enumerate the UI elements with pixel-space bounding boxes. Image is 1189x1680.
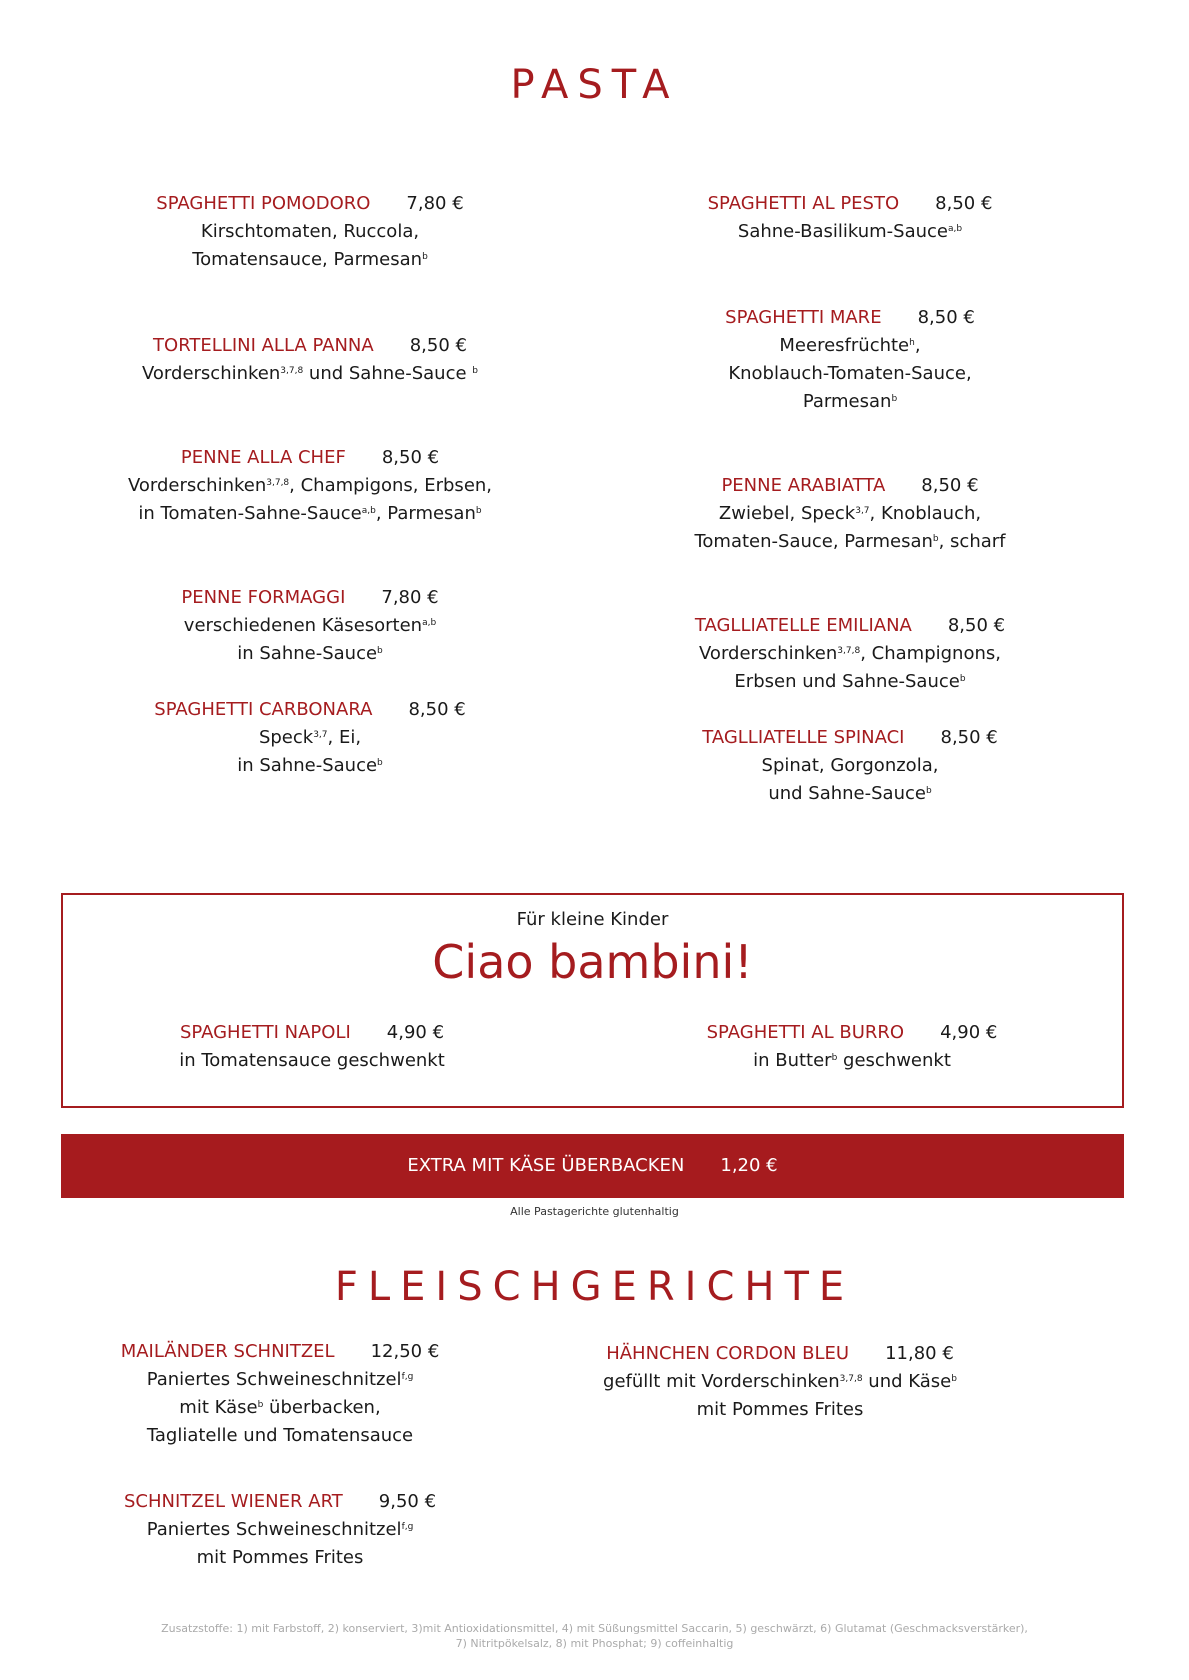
dish-description-line [660, 752, 1040, 780]
allergen-code: 3,7 [313, 730, 328, 740]
dish-description-line [120, 218, 500, 246]
dish-taglliatelle-emiliana [660, 612, 1040, 696]
dish-header [120, 190, 500, 218]
dish-name: SPAGHETTI CARBONARA [154, 699, 373, 720]
dish-header [100, 444, 520, 472]
description-text: Tomaten-Sauce, Parmesan [694, 531, 933, 552]
dish-description-line [90, 1516, 470, 1544]
dish-header [660, 190, 1040, 218]
description-text: mit Pommes Frites [196, 1547, 364, 1568]
description-text: und Sahne-Sauce [303, 363, 473, 384]
description-text: Tagliatelle und Tomatensauce [146, 1425, 414, 1446]
additives-footer [100, 1621, 1089, 1651]
extra-cheese-bar [61, 1134, 1124, 1198]
description-text: Vorderschinken [142, 363, 281, 384]
description-text: , scharf [938, 531, 1006, 552]
allergen-code: b [831, 1053, 838, 1063]
description-text: mit Käse [179, 1397, 258, 1418]
dish-description-line [90, 1366, 470, 1394]
dish-name: SCHNITZEL WIENER ART [123, 1491, 343, 1512]
dish-price: 9,50 € [378, 1491, 437, 1512]
dish-description-line [660, 640, 1040, 668]
dish-description-line [660, 528, 1040, 556]
dish-name: TAGLLIATELLE SPINACI [702, 727, 905, 748]
description-text: in Tomaten-Sahne-Sauce [138, 503, 362, 524]
dish-price: 8,50 € [409, 335, 467, 356]
dish-price: 8,50 € [921, 475, 979, 496]
dish-description-line [570, 1368, 990, 1396]
dish-header [120, 332, 500, 360]
description-text: Paniertes Schweineschnitzel [146, 1369, 402, 1390]
allergen-code: f,g [401, 1522, 414, 1532]
dish-header [660, 304, 1040, 332]
allergen-code: b [951, 1374, 957, 1384]
description-text: , Parmesan [375, 503, 476, 524]
dish-description-line [100, 500, 520, 528]
dish-price: 12,50 € [370, 1341, 440, 1362]
description-text: Vorderschinken [127, 475, 267, 496]
description-text: , Champigons, Erbsen, [289, 475, 493, 496]
dish-price: 7,80 € [406, 193, 464, 214]
description-text: Vorderschinken [699, 643, 838, 664]
description-text: Spinat, Gorgonzola, [761, 755, 939, 776]
description-text: Zwiebel, Speck [718, 503, 856, 524]
dish-description-line [660, 388, 1040, 416]
dish-header [660, 472, 1040, 500]
description-text: Sahne-Basilikum-Sauce [737, 221, 948, 242]
kids-subtitle: Für kleine Kinder [516, 909, 669, 930]
dish-price: 8,50 € [940, 727, 998, 748]
description-text: in Sahne-Sauce [237, 643, 378, 664]
dish-price: 8,50 € [917, 307, 975, 328]
allergen-code: b [959, 674, 966, 684]
gluten-note: Alle Pastagerichte glutenhaltig [510, 1205, 679, 1218]
allergen-code: 3,7,8 [266, 478, 290, 488]
description-text: , Champignons, [860, 643, 1001, 664]
dish-spaghetti-al-burro [662, 1019, 1042, 1075]
dish-description-line [120, 724, 500, 752]
dish-description-line [660, 668, 1040, 696]
dish-schnitzel-wiener-art [90, 1488, 470, 1572]
allergen-code: a,b [422, 618, 437, 628]
allergen-code: b [377, 646, 383, 656]
dish-name: HÄHNCHEN CORDON BLEU [606, 1343, 850, 1364]
dish-mailaender-schnitzel [90, 1338, 470, 1450]
dish-header [120, 696, 500, 724]
allergen-code: h [909, 338, 915, 348]
description-text: überbacken, [263, 1397, 381, 1418]
description-text: Kirschtomaten, Ruccola, [200, 221, 420, 242]
dish-price: 7,80 € [381, 587, 439, 608]
dish-name: MAILÄNDER SCHNITZEL [120, 1341, 335, 1362]
dish-price: 11,80 € [885, 1343, 954, 1364]
dish-name: PENNE ARABIATTA [721, 475, 886, 496]
dish-header [90, 1338, 470, 1366]
dish-penne-formaggi [120, 584, 500, 668]
dish-description-line [660, 332, 1040, 360]
dish-spaghetti-pomodoro [120, 190, 500, 274]
additives-line-2: 7) Nitritpökelsalz, 8) mit Phosphat; 9) coffeinhaltig [455, 1637, 734, 1650]
dish-name: SPAGHETTI AL PESTO [707, 193, 900, 214]
dish-header [122, 1019, 502, 1047]
dish-description-line [90, 1394, 470, 1422]
dish-description-line [120, 246, 500, 274]
allergen-code: b [422, 252, 428, 262]
extra-price: 1,20 € [720, 1155, 778, 1176]
allergen-code: f,g [401, 1372, 414, 1382]
dish-name: PENNE ALLA CHEF [180, 447, 346, 468]
dish-header [662, 1019, 1042, 1047]
dish-price: 8,50 € [408, 699, 466, 720]
dish-tortellini-alla-panna [120, 332, 500, 388]
kids-menu-box [61, 893, 1124, 1108]
additives-line-1: Zusatzstoffe: 1) mit Farbstoff, 2) konserviert, 3)mit Antioxidationsmittel, 4) mit Süßungsmittel Saccarin, 5) geschwärzt, 6) Glutamat (Geschmacksverstärker), [161, 1622, 1028, 1635]
allergen-code: a,b [948, 224, 963, 234]
allergen-code: b [257, 1400, 264, 1410]
description-text: , Knoblauch, [869, 503, 982, 524]
allergen-code: b [891, 394, 898, 404]
dish-taglliatelle-spinaci [660, 724, 1040, 808]
dish-spaghetti-al-pesto [660, 190, 1040, 246]
description-text: in Tomatensauce geschwenkt [179, 1050, 445, 1071]
extra-label: EXTRA MIT KÄSE ÜBERBACKEN [407, 1155, 685, 1176]
dish-description-line [120, 752, 500, 780]
allergen-code: b [932, 534, 939, 544]
dish-header [90, 1488, 470, 1516]
dish-description-line [120, 360, 500, 388]
dish-haehnchen-cordon-bleu [570, 1340, 990, 1424]
dish-description-line [660, 360, 1040, 388]
allergen-code: 3,7,8 [839, 1374, 863, 1384]
dish-name: TORTELLINI ALLA PANNA [153, 335, 374, 356]
description-text: Tomatensauce, Parmesan [192, 249, 423, 270]
dish-description-line [570, 1396, 990, 1424]
description-text: und Sahne-Sauce [768, 783, 926, 804]
description-text: Meeresfrüchte [779, 335, 910, 356]
dish-spaghetti-mare [660, 304, 1040, 416]
dish-spaghetti-carbonara [120, 696, 500, 780]
dish-description-line [660, 500, 1040, 528]
dish-name: SPAGHETTI AL BURRO [706, 1022, 905, 1043]
dish-price: 8,50 € [381, 447, 440, 468]
allergen-code: b [377, 758, 383, 768]
dish-spaghetti-napoli [122, 1019, 502, 1075]
description-text: verschiedenen Käsesorten [183, 615, 423, 636]
dish-description-line [660, 218, 1040, 246]
description-text: Parmesan [802, 391, 892, 412]
dish-description-line [100, 472, 520, 500]
dish-description-line [90, 1544, 470, 1572]
allergen-code: 3,7,8 [280, 366, 304, 376]
dish-price: 4,90 € [386, 1022, 445, 1043]
dish-price: 8,50 € [935, 193, 993, 214]
dish-description-line [120, 612, 500, 640]
dish-penne-alla-chef [100, 444, 520, 528]
description-text: Erbsen und Sahne-Sauce [734, 671, 960, 692]
description-text: , Ei, [327, 727, 362, 748]
dish-name: SPAGHETTI POMODORO [156, 193, 371, 214]
description-text: Speck [258, 727, 314, 748]
dish-name: PENNE FORMAGGI [181, 587, 346, 608]
dish-header [120, 584, 500, 612]
dish-price: 8,50 € [947, 615, 1006, 636]
dish-penne-arabiatta [660, 472, 1040, 556]
description-text: mit Pommes Frites [696, 1399, 864, 1420]
allergen-code: b [925, 786, 932, 796]
description-text: , [914, 335, 921, 356]
allergen-code: b [475, 506, 482, 516]
description-text: Paniertes Schweineschnitzel [146, 1519, 402, 1540]
dish-name: SPAGHETTI MARE [725, 307, 882, 328]
dish-description-line [662, 1047, 1042, 1075]
description-text: geschwenkt [837, 1050, 951, 1071]
dish-description-line [120, 640, 500, 668]
dish-name: TAGLLIATELLE EMILIANA [694, 615, 912, 636]
dish-description-line [122, 1047, 502, 1075]
allergen-code: 3,7,8 [837, 646, 861, 656]
fleisch-section-title: FLEISCHGERICHTE [334, 1264, 855, 1310]
dish-header [660, 612, 1040, 640]
description-text: gefüllt mit Vorderschinken [603, 1371, 840, 1392]
kids-title: Ciao bambini! [432, 935, 753, 989]
description-text: in Sahne-Sauce [237, 755, 378, 776]
allergen-code: b [472, 366, 478, 376]
pasta-section-title: PASTA [510, 62, 679, 108]
dish-description-line [660, 780, 1040, 808]
description-text: und Käse [862, 1371, 952, 1392]
allergen-code: 3,7 [855, 506, 870, 516]
allergen-code: a,b [361, 506, 376, 516]
dish-header [570, 1340, 990, 1368]
dish-header [660, 724, 1040, 752]
dish-description-line [90, 1422, 470, 1450]
dish-price: 4,90 € [940, 1022, 998, 1043]
description-text: in Butter [753, 1050, 832, 1071]
dish-name: SPAGHETTI NAPOLI [179, 1022, 351, 1043]
description-text: Knoblauch-Tomaten-Sauce, [728, 363, 972, 384]
